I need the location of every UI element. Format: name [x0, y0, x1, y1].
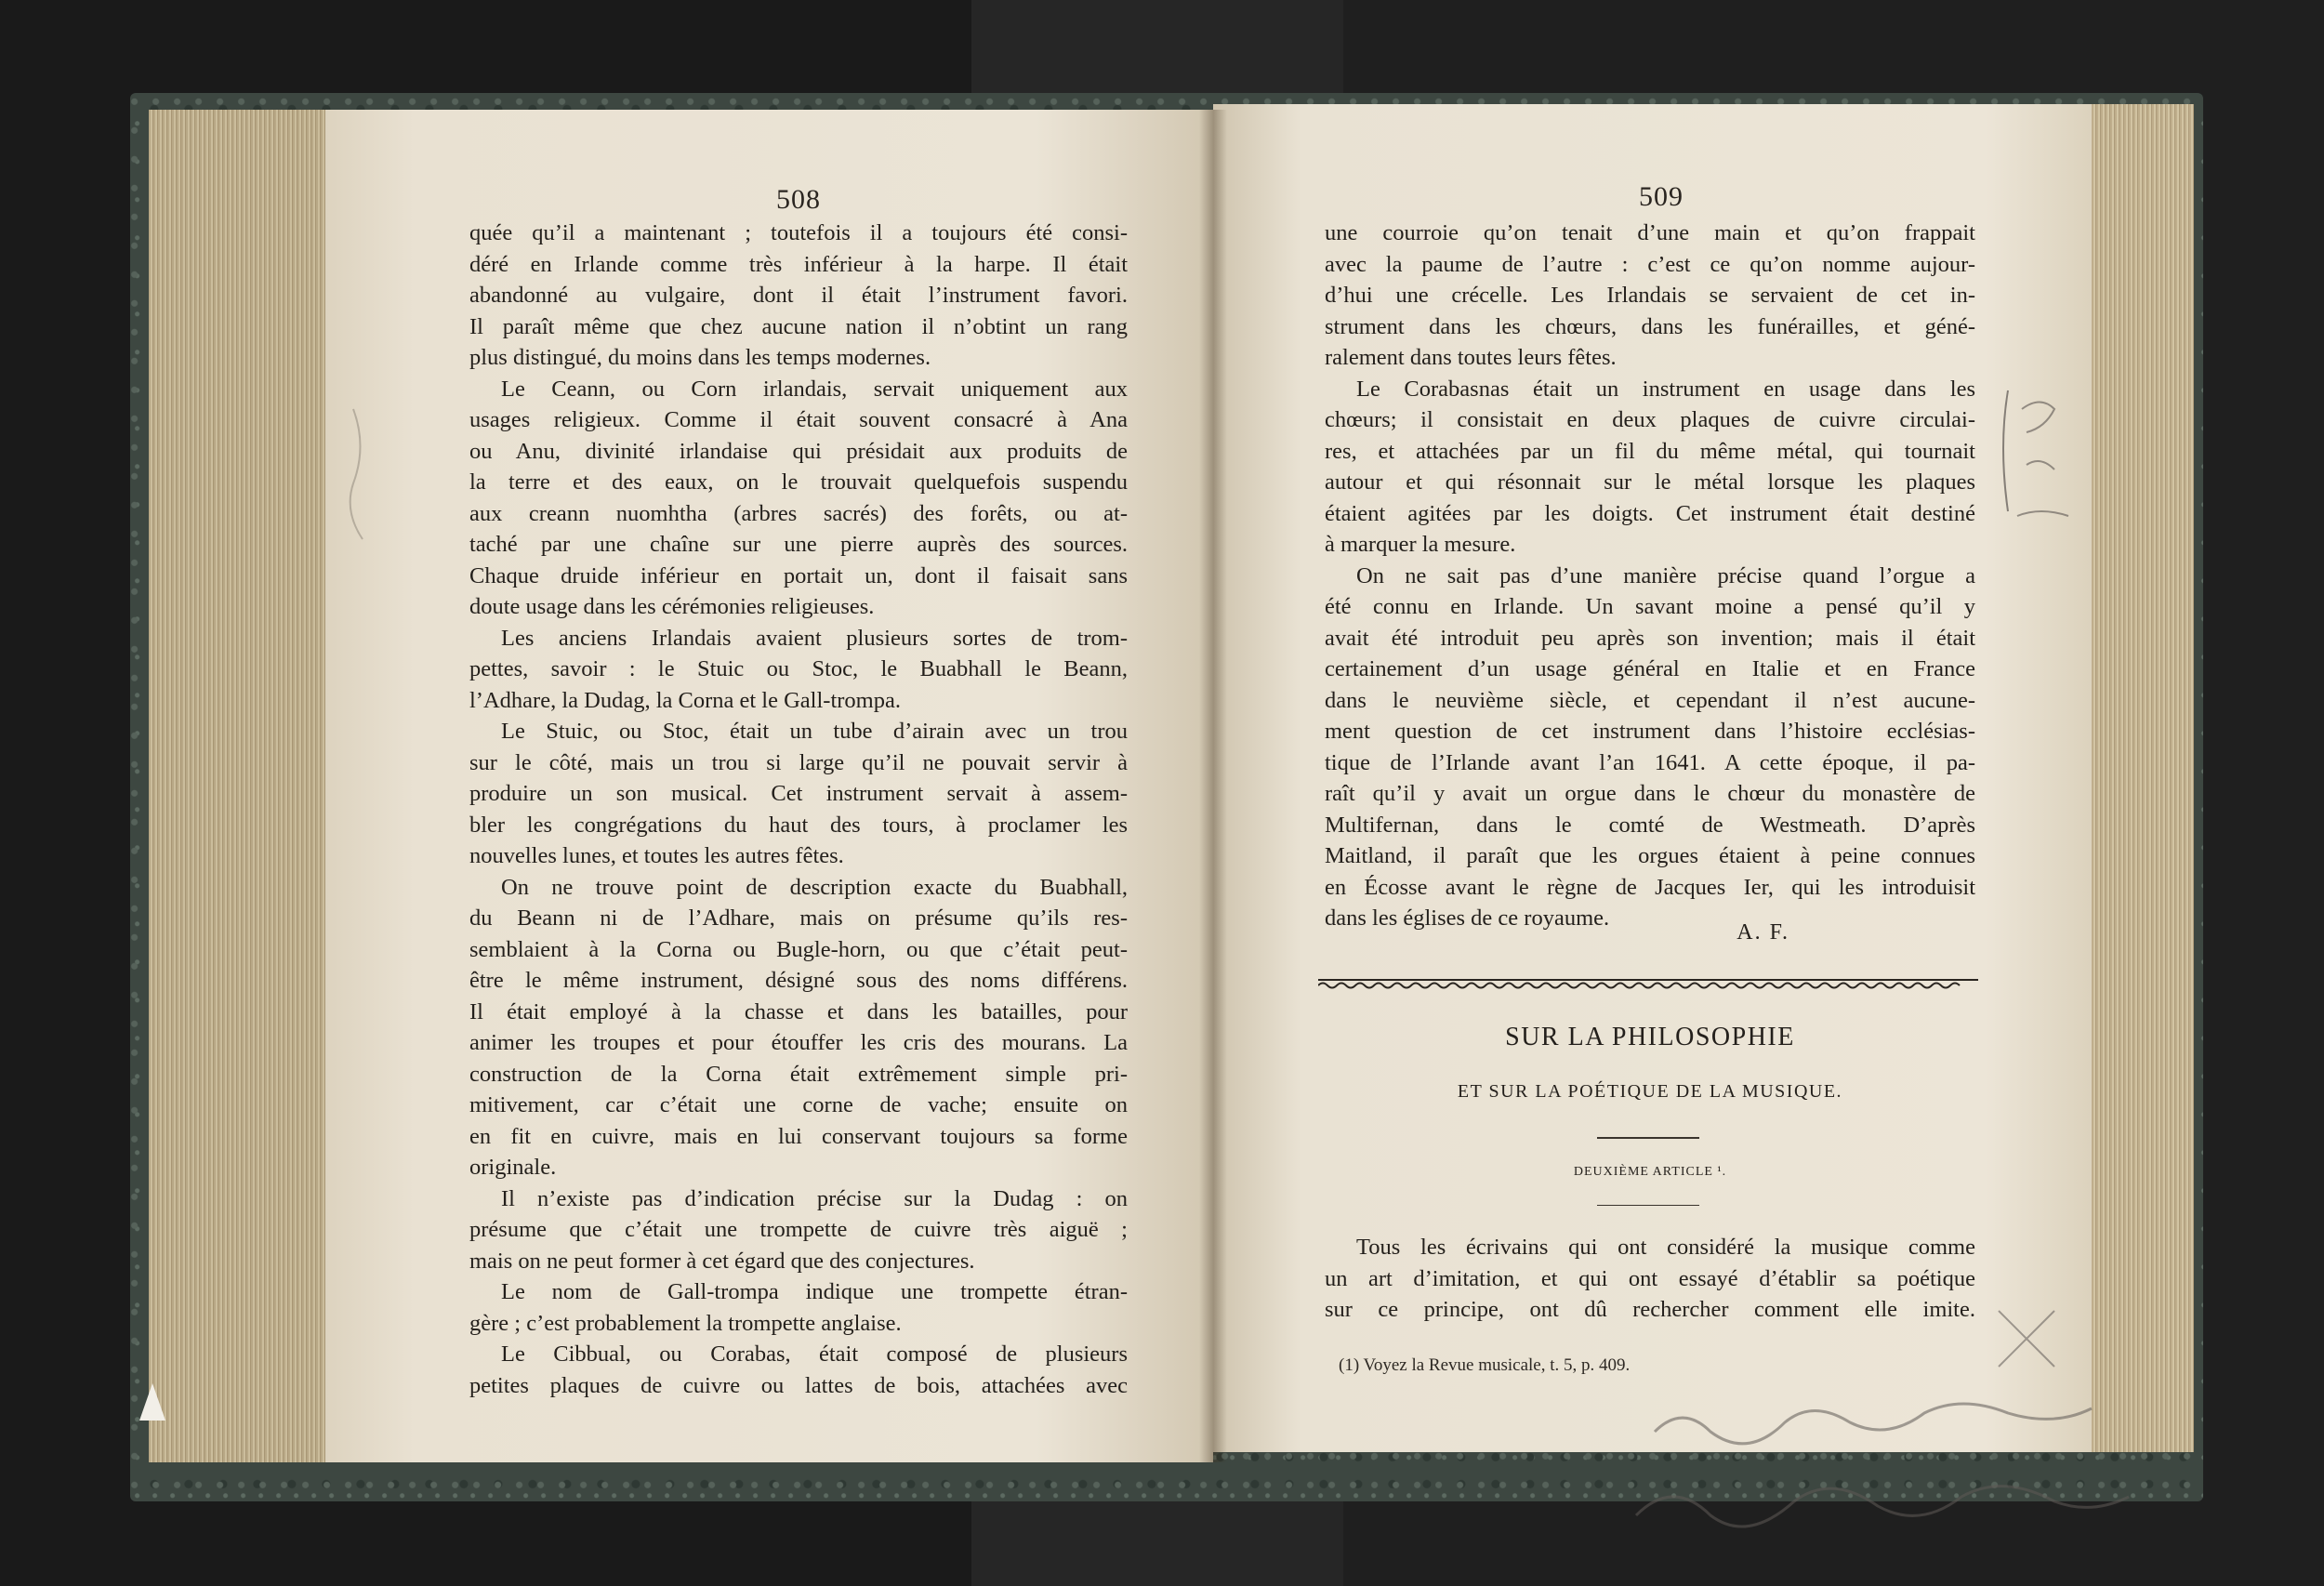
text-line: dans les églises de ce royaume. — [1325, 905, 1610, 931]
text-line: nouvelles lunes, et toutes les autres fêtes. — [469, 843, 844, 868]
text-line: On ne sait pas d’une manière précise quand l’orgue a — [1356, 562, 1975, 588]
text-line: être le même instrument, désigné sous des noms différens. — [469, 968, 1128, 993]
margin-pencil-marks-left — [335, 390, 409, 558]
text-line: ralement dans toutes leurs fêtes. — [1325, 345, 1617, 370]
text-line: abandonné au vulgaire, dont il était l’instrument favori. — [469, 283, 1128, 308]
text-line: sur ce principe, ont dû rechercher comment elle imite. — [1325, 1297, 1975, 1322]
text-line: ment question de cet instrument dans l’histoire ecclésias- — [1325, 719, 1975, 744]
text-line: strument dans les chœurs, dans les funérailles, et géné- — [1325, 313, 1975, 339]
text-line: animer les troupes et pour étouffer les cris des mourans. La — [469, 1030, 1128, 1055]
text-line: sur le côté, mais un trou si large qu’il ne pouvait servir à — [469, 749, 1128, 775]
text-line: Maitland, il paraît que les orgues étaient à peine connues — [1325, 843, 1975, 868]
text-line: originale. — [469, 1155, 557, 1180]
text-line: dans le neuvième siècle, et cependant il n’est aucune- — [1325, 687, 1975, 713]
text-line: l’Adhare, la Dudag, la Corna et le Gall-trompa. — [469, 687, 901, 713]
text-line: la terre et des eaux, on le trouvait quelquefois suspendu — [469, 469, 1128, 495]
text-line: en fit en cuivre, mais en lui conservant toujours sa forme — [469, 1123, 1128, 1149]
text-line: été connu en Irlande. Un savant moine a pensé qu’il y — [1325, 594, 1975, 619]
pencil-cross-mark — [1989, 1302, 2064, 1376]
text-line: mitivement, car c’était une corne de vache; ensuite on — [469, 1092, 1128, 1117]
article-body-text — [1325, 1232, 1975, 1326]
text-line: Chaque druide inférieur en portait un, dont il faisait sans — [469, 562, 1128, 588]
text-line: On ne trouve point de description exacte du Buabhall, — [501, 874, 1128, 900]
text-line: une courroie qu’on tenait d’une main et qu’on frappait — [1325, 220, 1975, 245]
page-edges-left — [149, 110, 335, 1462]
text-line: res, et attachées par un fil du même métal, qui tournait — [1325, 438, 1975, 464]
page-edges-right — [2087, 104, 2194, 1452]
text-line: petites plaques de cuivre ou lattes de bois, attachées avec — [469, 1372, 1128, 1398]
article-label: DEUXIÈME ARTICLE ¹. — [1573, 1165, 1727, 1179]
text-line: bler les congrégations du haut des tours, à proclamer les — [469, 812, 1128, 838]
text-line: certainement d’un usage général en Italie et en France — [1325, 656, 1975, 681]
text-line: présume que c’était une trompette de cuivre très aiguë ; — [469, 1217, 1128, 1242]
text-line: autour et qui résonnait sur le métal lorsque les plaques — [1325, 469, 1975, 495]
text-line: du Beann ni de l’Adhare, mais on présume qu’ils res- — [469, 905, 1128, 931]
text-line: déré en Irlande comme très inférieur à la harpe. Il était — [469, 251, 1128, 277]
article-rule — [1597, 1205, 1699, 1206]
bookmark-tab — [139, 1383, 165, 1421]
text-line: Il était employé à la chasse et dans les batailles, pour — [469, 998, 1128, 1024]
footnote: (1) Voyez la Revue musicale, t. 5, p. 409. — [1339, 1355, 1631, 1375]
text-line: taché par une chaîne sur une pierre auprès des sources. — [469, 532, 1128, 557]
text-line: Le Stuic, ou Stoc, était un tube d’airain avec un trou — [501, 719, 1128, 744]
decorative-wavy-rule — [1318, 976, 1978, 989]
title-rule — [1597, 1137, 1699, 1139]
text-line: Le Corabasnas était un instrument en usage dans les — [1356, 376, 1975, 402]
text-line: construction de la Corna était extrêmement simple pri- — [469, 1061, 1128, 1087]
page-number-right: 509 — [1639, 181, 1684, 212]
text-line: quée qu’il a maintenant ; toutefois il a toujours été consi- — [469, 220, 1128, 245]
text-line: Les anciens Irlandais avaient plusieurs sortes de trom- — [501, 625, 1128, 651]
text-line: pettes, savoir : le Stuic ou Stoc, le Buabhall le Beann, — [469, 656, 1128, 681]
author-signature: A. F. — [1736, 920, 1789, 945]
text-line: en Écosse avant le règne de Jacques Ier, qui les introduisit — [1325, 874, 1975, 900]
text-line: Il paraît même que chez aucune nation il n’obtint un rang — [469, 313, 1128, 339]
text-line: d’hui une crécelle. Les Irlandais se servaient de cet in- — [1325, 283, 1975, 308]
text-line: Il n’existe pas d’indication précise sur la Dudag : on — [501, 1185, 1128, 1211]
text-line: Le nom de Gall-trompa indique une trompette étran- — [501, 1279, 1128, 1304]
text-line: Tous les écrivains qui ont considéré la musique comme — [1356, 1235, 1975, 1260]
text-line: Le Ceann, ou Corn irlandais, servait uniquement aux — [501, 376, 1128, 402]
text-line: gère ; c’est probablement la trompette anglaise. — [469, 1310, 902, 1336]
text-line: avait été introduit peu après son invention; mais il était — [1325, 625, 1975, 651]
text-line: plus distingué, du moins dans les temps modernes. — [469, 345, 931, 370]
text-line: mais on ne peut former à cet égard que des conjectures. — [469, 1248, 975, 1274]
page-number-left: 508 — [776, 184, 821, 215]
text-line: à marquer la mesure. — [1325, 532, 1516, 557]
text-line: raît qu’il y avait un orgue dans le chœur du monastère de — [1325, 781, 1975, 806]
margin-pencil-bracket — [1980, 353, 2101, 548]
text-line: usages religieux. Comme il était souvent consacré à Ana — [469, 407, 1128, 432]
text-line: ou Anu, divinité irlandaise qui présidait aux produits de — [469, 438, 1128, 464]
text-line: tique de l’Irlande avant l’an 1641. A cette époque, il pa- — [1325, 749, 1975, 775]
text-line: étaient agitées par les doigts. Cet instrument était destiné — [1325, 500, 1975, 526]
right-page-text — [1325, 218, 1975, 934]
article-subtitle: ET SUR LA POÉTIQUE DE LA MUSIQUE. — [1457, 1081, 1843, 1102]
pencil-handwriting-bottom — [1627, 1376, 2194, 1562]
text-line: aux creann nuomhtha (arbres sacrés) des forêts, ou at- — [469, 500, 1128, 526]
text-line: un art d’imitation, et qui ont essayé d’établir sa poétique — [1325, 1265, 1975, 1291]
left-page-text — [469, 218, 1128, 1401]
book-gutter — [1199, 110, 1227, 1462]
text-line: chœurs; il consistait en deux plaques de cuivre circulai- — [1325, 407, 1975, 432]
text-line: avec la paume de l’autre : c’est ce qu’on nomme aujour- — [1325, 251, 1975, 277]
text-line: produire un son musical. Cet instrument servait à assem- — [469, 781, 1128, 806]
text-line: doute usage dans les cérémonies religieuses. — [469, 594, 875, 619]
text-line: semblaient à la Corna ou Bugle-horn, ou que c’était peut- — [469, 936, 1128, 962]
text-line: Multifernan, dans le comté de Westmeath. D’après — [1325, 812, 1975, 838]
text-line: Le Cibbual, ou Corabas, était composé de plusieurs — [501, 1341, 1128, 1367]
article-title: SUR LA PHILOSOPHIE — [1505, 1023, 1795, 1051]
